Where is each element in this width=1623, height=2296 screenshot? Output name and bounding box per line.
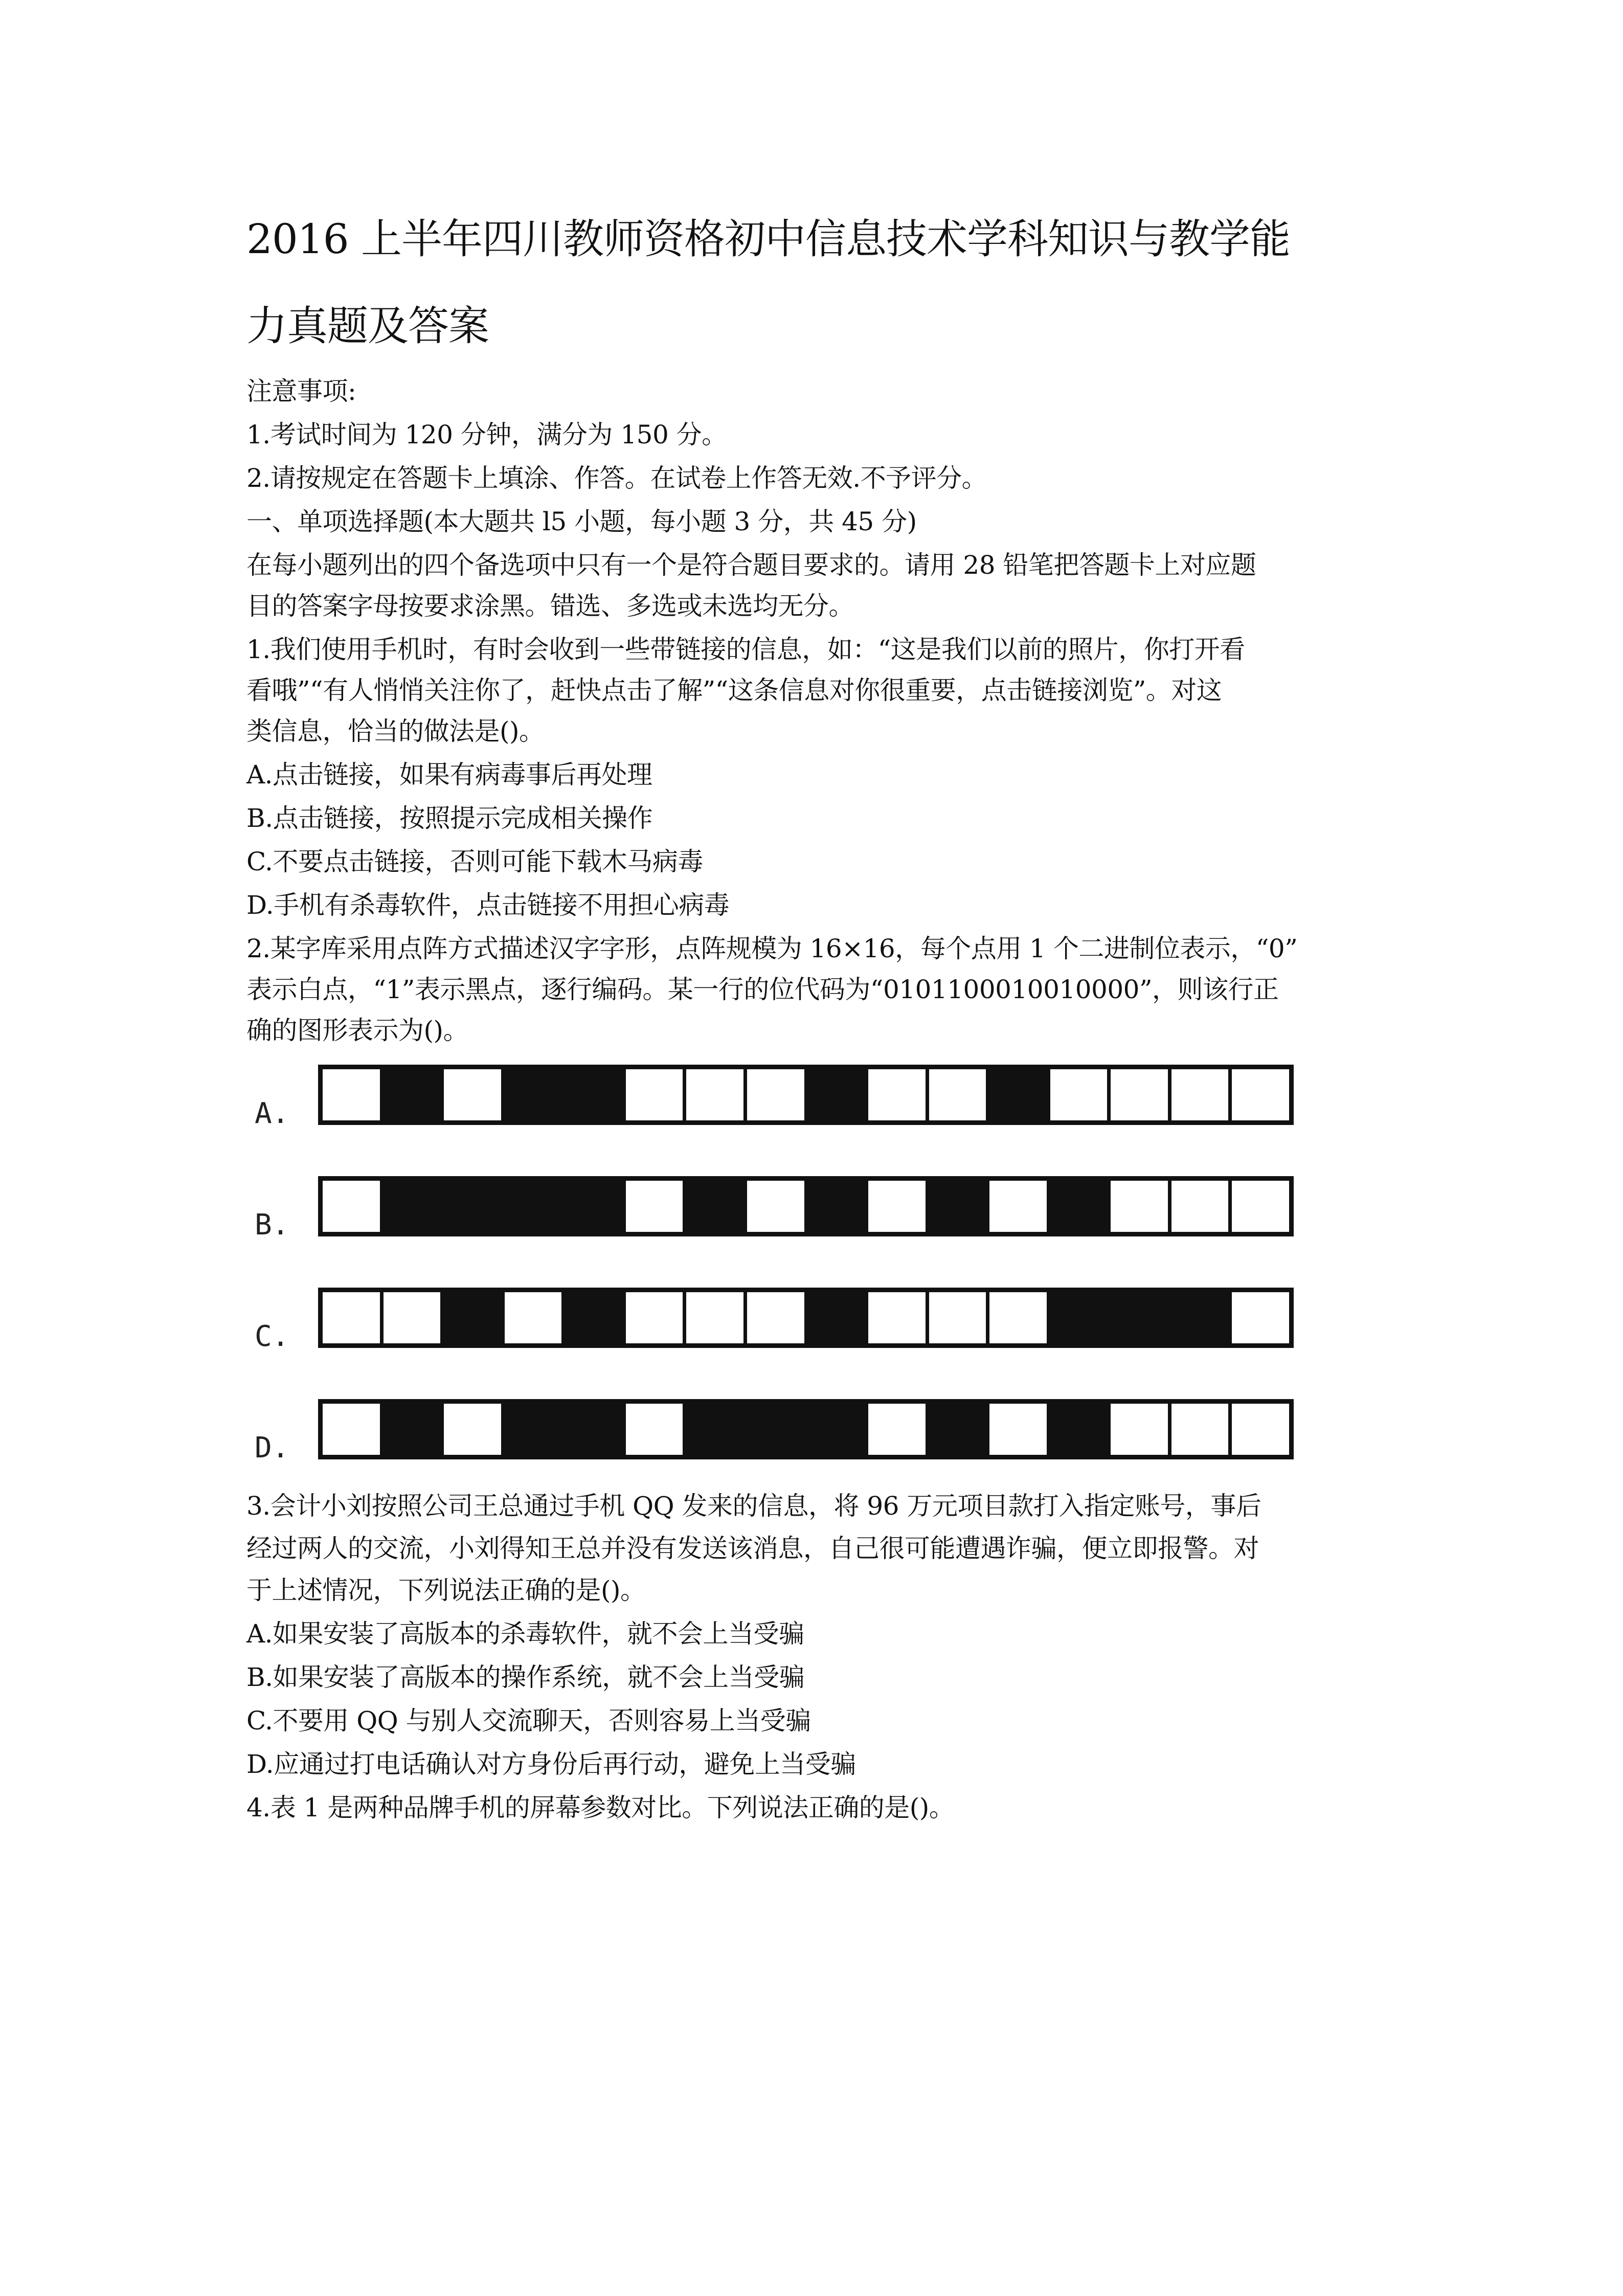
section-heading: 一、单项选择题(本大题共 l5 小题，每小题 3 分，共 45 分) [246,507,917,536]
white-dot-cell [1111,1069,1171,1120]
black-dot-cell [808,1069,869,1120]
q1-stem-line-1: 1.我们使用手机时，有时会收到一些带链接的信息，如：“这是我们以前的照片，你打开看 [246,635,1245,664]
black-dot-cell [505,1069,566,1120]
white-dot-cell [1111,1181,1171,1232]
q1-option-b: B.点击链接，按照提示完成相关操作 [246,803,653,833]
q1-stem-line-3: 类信息，恰当的做法是()。 [246,716,545,746]
white-dot-cell [626,1069,687,1120]
white-dot-cell [1171,1069,1232,1120]
white-dot-cell [323,1181,384,1232]
white-dot-cell [989,1181,1050,1232]
white-dot-cell [1232,1181,1289,1232]
q2-grid-option-d [246,1399,1392,1471]
white-dot-cell [868,1069,929,1120]
white-dot-cell [868,1181,929,1232]
q1-option-c: C.不要点击链接，否则可能下载木马病毒 [246,847,703,876]
white-dot-cell [1232,1404,1289,1455]
white-dot-cell [929,1069,990,1120]
white-dot-cell [686,1292,747,1343]
white-dot-cell [1050,1069,1111,1120]
black-dot-cell [929,1404,990,1455]
white-dot-cell [989,1404,1050,1455]
grid-option-label: A. [255,1097,289,1130]
black-dot-cell [384,1404,444,1455]
black-dot-cell [929,1181,990,1232]
bit-cells [318,1176,1294,1236]
q3-stem-line-2: 经过两人的交流，小刘得知王总并没有发送该消息，自己很可能遭遇诈骗，便立即报警。对 [246,1534,1259,1563]
white-dot-cell [626,1404,687,1455]
black-dot-cell [505,1181,566,1232]
white-dot-cell [868,1404,929,1455]
bit-cells [318,1399,1294,1459]
grid-option-label: B. [255,1208,289,1242]
white-dot-cell [868,1292,929,1343]
white-dot-cell [505,1292,566,1343]
white-dot-cell [989,1292,1050,1343]
section-instruction-line-1: 在每小题列出的四个备选项中只有一个是符合题目要求的。请用 28 铅笔把答题卡上对应题 [246,550,1256,580]
title-line-1: 2016 上半年四川教师资格初中信息技术学科知识与教学能 [246,215,1291,263]
black-dot-cell [444,1181,505,1232]
bit-cells [318,1288,1294,1348]
q1-option-a: A.点击链接，如果有病毒事后再处理 [246,760,652,790]
q3-stem-line-1: 3.会计小刘按照公司王总通过手机 QQ 发来的信息，将 96 万元项目款打入指定账号，事后 [246,1491,1261,1521]
notes-heading: 注意事项: [246,376,356,406]
title-line-2: 力真题及答案 [246,302,489,350]
black-dot-cell [565,1069,626,1120]
white-dot-cell [384,1292,444,1343]
black-dot-cell [384,1181,444,1232]
q3-stem-line-3: 于上述情况，下列说法正确的是()。 [246,1575,646,1605]
q3-option-c: C.不要用 QQ 与别人交流聊天，否则容易上当受骗 [246,1706,811,1736]
white-dot-cell [323,1404,384,1455]
notes-item-1: 1.考试时间为 120 分钟，满分为 150 分。 [246,420,727,449]
grid-option-label: C. [255,1320,289,1353]
q2-grid-option-a [246,1065,1392,1136]
q2-grid-option-c [246,1288,1392,1359]
white-dot-cell [747,1069,808,1120]
black-dot-cell [808,1404,869,1455]
white-dot-cell [444,1404,505,1455]
black-dot-cell [384,1069,444,1120]
black-dot-cell [1171,1292,1232,1343]
q2-grid-option-b [246,1176,1392,1248]
black-dot-cell [565,1404,626,1455]
black-dot-cell [686,1404,747,1455]
q3-option-a: A.如果安装了高版本的杀毒软件，就不会上当受骗 [246,1619,804,1649]
black-dot-cell [808,1292,869,1343]
white-dot-cell [1111,1404,1171,1455]
bit-cells [318,1065,1294,1125]
white-dot-cell [323,1292,384,1343]
white-dot-cell [929,1292,990,1343]
white-dot-cell [1232,1292,1289,1343]
white-dot-cell [626,1181,687,1232]
q3-option-d: D.应通过打电话确认对方身份后再行动，避免上当受骗 [246,1749,856,1779]
black-dot-cell [505,1404,566,1455]
black-dot-cell [747,1404,808,1455]
q1-stem-line-2: 看哦”“有人悄悄关注你了，赶快点击了解”“这条信息对你很重要，点击链接浏览”。对这 [246,676,1222,705]
black-dot-cell [565,1292,626,1343]
q2-stem-line-3: 确的图形表示为()。 [246,1016,469,1045]
white-dot-cell [1171,1181,1232,1232]
white-dot-cell [1232,1069,1289,1120]
q1-option-d: D.手机有杀毒软件，点击链接不用担心病毒 [246,890,730,920]
white-dot-cell [747,1181,808,1232]
q4-stem: 4.表 1 是两种品牌手机的屏幕参数对比。下列说法正确的是()。 [246,1793,955,1822]
black-dot-cell [808,1181,869,1232]
q3-option-b: B.如果安装了高版本的操作系统，就不会上当受骗 [246,1662,805,1692]
black-dot-cell [565,1181,626,1232]
q2-stem-line-1: 2.某字库采用点阵方式描述汉字字形，点阵规模为 16×16，每个点用 1 个二进制位表示，“0” [246,934,1298,963]
section-instruction-line-2: 目的答案字母按要求涂黑。错选、多选或未选均无分。 [246,591,854,621]
black-dot-cell [1050,1292,1111,1343]
white-dot-cell [626,1292,687,1343]
white-dot-cell [686,1069,747,1120]
white-dot-cell [1171,1404,1232,1455]
notes-item-2: 2.请按规定在答题卡上填涂、作答。在试卷上作答无效.不予评分。 [246,463,987,493]
white-dot-cell [444,1069,505,1120]
black-dot-cell [1050,1181,1111,1232]
white-dot-cell [747,1292,808,1343]
black-dot-cell [1050,1404,1111,1455]
exam-page [246,0,1392,2296]
black-dot-cell [1111,1292,1171,1343]
black-dot-cell [989,1069,1050,1120]
white-dot-cell [323,1069,384,1120]
grid-option-label: D. [255,1431,289,1465]
black-dot-cell [686,1181,747,1232]
black-dot-cell [444,1292,505,1343]
q2-stem-line-2: 表示白点，“1”表示黑点，逐行编码。某一行的位代码为“0101100010010000”，则该行正 [246,975,1279,1004]
